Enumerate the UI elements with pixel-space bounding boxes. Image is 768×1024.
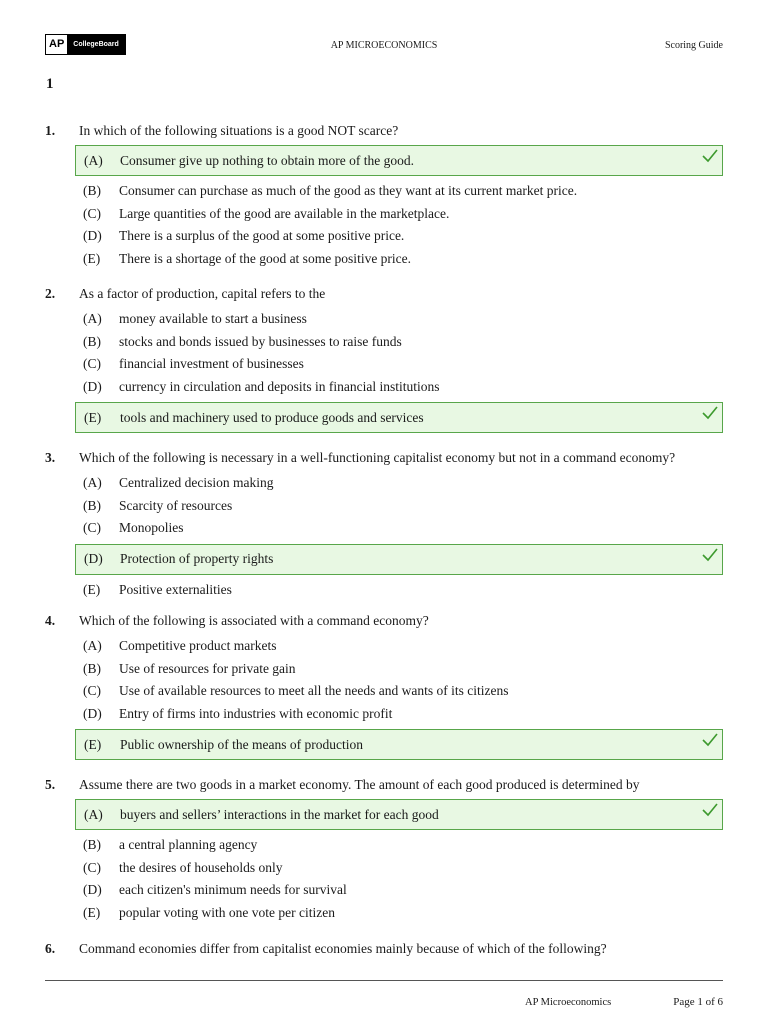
answer-choice — [45, 308, 723, 331]
answer-choice — [45, 203, 723, 226]
question-number: 6. — [45, 941, 56, 956]
footer-page-number: Page 1 of 6 — [673, 996, 723, 1008]
choice-text: stocks and bonds issued by businesses to raise funds — [119, 333, 402, 349]
choice-letter: (E) — [83, 904, 101, 920]
checkmark-icon — [702, 803, 718, 817]
choice-text: Centralized decision making — [119, 475, 274, 491]
footer-course-name: AP Microeconomics — [525, 997, 612, 1008]
choice-text: There is a shortage of the good at some positive price. — [119, 250, 412, 266]
choice-letter: (E) — [83, 250, 101, 266]
choice-letter: (C) — [83, 356, 101, 372]
choice-letter: (A) — [83, 638, 102, 654]
choice-text: Protection of property rights — [120, 551, 274, 566]
question-number: 2. — [45, 286, 56, 301]
choice-text: money available to start a business — [119, 311, 307, 327]
choice-letter: (C) — [83, 683, 101, 699]
answer-choice — [45, 495, 723, 518]
question-number: 4. — [45, 613, 56, 628]
choice-text: a central planning agency — [119, 837, 258, 853]
choice-text: Use of available resources to meet all the needs and wants of its citizens — [119, 683, 509, 699]
choice-text: Public ownership of the means of production — [120, 736, 363, 752]
answer-choice-correct — [75, 402, 723, 433]
choice-text: tools and machinery used to produce goods and services — [120, 409, 424, 425]
choice-letter: (A) — [84, 806, 103, 822]
checkmark-icon — [702, 406, 718, 420]
question-stem — [45, 612, 723, 630]
choice-letter: (D) — [83, 705, 102, 721]
question-2 — [45, 285, 723, 437]
choice-text: each citizen's minimum needs for survival — [119, 882, 347, 898]
answer-choice — [45, 834, 723, 857]
question-stem — [45, 776, 723, 794]
question-stem — [45, 940, 723, 958]
question-number: 5. — [45, 777, 56, 792]
question-stem — [45, 449, 723, 467]
answer-choice — [45, 180, 723, 203]
answer-choice — [45, 376, 723, 399]
choice-text: Competitive product markets — [119, 638, 277, 654]
page-header — [45, 34, 723, 56]
choice-letter: (C) — [83, 205, 101, 221]
answer-choice — [45, 579, 723, 602]
choice-letter: (B) — [83, 183, 101, 199]
header-title: AP MICROECONOMICS — [330, 40, 438, 51]
answer-choice-correct — [75, 145, 723, 176]
choice-letter: (D) — [83, 228, 102, 244]
question-number: 3. — [45, 450, 56, 465]
question-3 — [45, 449, 723, 601]
choice-letter: (B) — [83, 660, 101, 676]
choice-letter: (A) — [84, 152, 103, 168]
question-stem — [45, 285, 723, 303]
answer-choice — [45, 517, 723, 540]
checkmark-icon — [702, 548, 718, 562]
answer-choice-correct — [75, 544, 723, 575]
choice-text: Positive externalities — [119, 581, 232, 597]
choice-text: Scarcity of resources — [119, 497, 233, 513]
logo-ap-text: AP — [46, 35, 67, 54]
footer-divider — [45, 980, 723, 981]
choice-text: Entry of firms into industries with economic profit — [119, 705, 393, 721]
logo-collegeboard-text: CollegeBoard — [67, 35, 125, 54]
checkmark-icon — [702, 149, 718, 163]
choice-text: Use of resources for private gain — [119, 660, 296, 676]
question-number: 1. — [45, 123, 56, 138]
question-text: Which of the following is necessary in a well-functioning capitalist economy but not in a command economy? — [79, 450, 676, 465]
choice-letter: (E) — [84, 736, 102, 752]
section-number: 1 — [46, 76, 54, 92]
question-stem — [45, 122, 723, 140]
question-4 — [45, 612, 723, 764]
question-text: In which of the following situations is a good NOT scarce? — [79, 123, 399, 138]
answer-choice — [45, 658, 723, 681]
header-scoring-guide: Scoring Guide — [664, 40, 723, 51]
answer-choice — [45, 225, 723, 248]
choice-letter: (D) — [83, 882, 102, 898]
choice-letter: (E) — [84, 409, 102, 425]
choice-text: currency in circulation and deposits in financial institutions — [119, 378, 440, 394]
checkmark-icon — [702, 733, 718, 747]
answer-choice — [45, 902, 723, 925]
choice-text: Large quantities of the good are available in the marketplace. — [119, 205, 450, 221]
answer-choice-correct — [75, 729, 723, 760]
answer-choice — [45, 879, 723, 902]
question-1 — [45, 122, 723, 270]
choice-letter: (A) — [83, 311, 102, 327]
question-5 — [45, 776, 723, 924]
choice-text: popular voting with one vote per citizen — [119, 904, 335, 920]
answer-choice — [45, 857, 723, 880]
answer-choice — [45, 635, 723, 658]
choice-letter: (B) — [83, 333, 101, 349]
choice-letter: (D) — [83, 378, 102, 394]
choice-letter: (B) — [83, 837, 101, 853]
choice-letter: (B) — [83, 497, 101, 513]
choice-letter: (D) — [84, 551, 103, 566]
question-text: Which of the following is associated with a command economy? — [79, 613, 429, 628]
choice-text: Consumer can purchase as much of the good as they want at its current market price. — [119, 183, 578, 199]
choice-letter: (A) — [83, 475, 102, 491]
question-text: Command economies differ from capitalist economies mainly because of which of the following? — [79, 941, 607, 956]
question-text: As a factor of production, capital refers to the — [79, 286, 326, 301]
choice-letter: (C) — [83, 520, 101, 536]
choice-text: financial investment of businesses — [119, 356, 304, 372]
answer-choice — [45, 353, 723, 376]
answer-choice — [45, 331, 723, 354]
answer-choice — [45, 703, 723, 726]
answer-choice-correct — [75, 799, 723, 830]
answer-choice — [45, 248, 723, 271]
choice-letter: (E) — [83, 581, 101, 597]
choice-text: the desires of households only — [119, 859, 283, 875]
question-6 — [45, 940, 723, 963]
choice-text: There is a surplus of the good at some positive price. — [119, 228, 405, 244]
question-text: Assume there are two goods in a market economy. The amount of each good produced is determined by — [79, 777, 640, 792]
choice-letter: (C) — [83, 859, 101, 875]
answer-choice — [45, 472, 723, 495]
choice-text: buyers and sellers’ interactions in the market for each good — [120, 806, 439, 822]
answer-choice — [45, 680, 723, 703]
choice-text: Consumer give up nothing to obtain more of the good. — [120, 152, 414, 168]
choice-text: Monopolies — [119, 520, 184, 536]
